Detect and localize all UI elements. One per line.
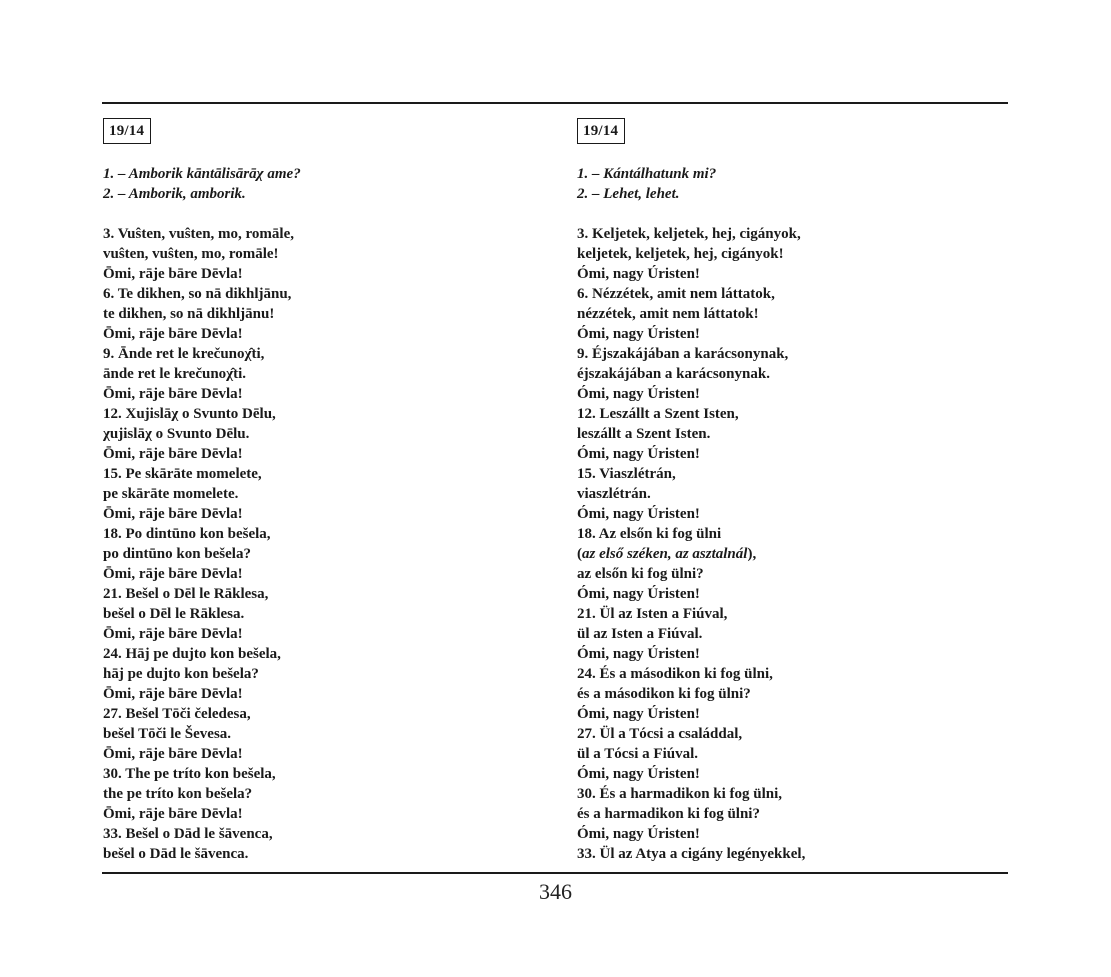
text-line: és a harmadikon ki fog ülni?	[577, 806, 760, 822]
text-line: ānde ret le krečunoχ̂ti.	[103, 366, 247, 382]
text-line: the pe tríto kon bešela?	[103, 786, 253, 802]
text-line: 21. Bešel o Dēl le Rāklesa,	[103, 586, 269, 602]
text-line: nézzétek, amit nem láttatok!	[577, 306, 759, 322]
text-line: 12. Xujislāχ o Svunto Dēlu,	[103, 406, 276, 422]
text-line: 33. Bešel o Dād le šāvenca,	[103, 826, 273, 842]
text-line: keljetek, keljetek, hej, cigányok!	[577, 246, 784, 262]
text-line: Ómi, nagy Úristen!	[577, 646, 700, 662]
text-line: Ōmi, rāje bāre Dēvla!	[103, 386, 243, 402]
text-line: 1. – Kántálhatunk mi?	[577, 166, 717, 182]
text-line: 21. Ül az Isten a Fiúval,	[577, 606, 728, 622]
verse-lines	[103, 224, 533, 864]
text-line: bešel Tōči le Ševesa.	[103, 726, 232, 742]
text-line: 15. Pe skārāte momelete,	[103, 466, 262, 482]
text-line: 30. The pe tríto kon bešela,	[103, 766, 276, 782]
text-line: 18. Az elsőn ki fog ülni	[577, 526, 722, 542]
text-line: Ómi, nagy Úristen!	[577, 446, 700, 462]
text-line: 30. És a harmadikon ki fog ülni,	[577, 786, 783, 802]
text-line: ül az Isten a Fiúval.	[577, 626, 703, 642]
text-line: 15. Viaszlétrán,	[577, 466, 676, 482]
text-line: 3. Keljetek, keljetek, hej, cigányok,	[577, 226, 801, 242]
text-line: 33. Ül az Atya a cigány legényekkel,	[577, 846, 806, 862]
text-line: Ōmi, rāje bāre Dēvla!	[103, 326, 243, 342]
text-line: Ómi, nagy Úristen!	[577, 826, 700, 842]
song-id-box: 19/14	[577, 118, 625, 144]
text-line: Ómi, nagy Úristen!	[577, 266, 700, 282]
text-line: az elsőn ki fog ülni?	[577, 566, 704, 582]
text-line: 2. – Amborik, amborik.	[103, 186, 246, 202]
bottom-rule	[102, 872, 1008, 874]
text-line: Ómi, nagy Úristen!	[577, 766, 700, 782]
page-number: 346	[539, 879, 572, 904]
text-line: χujislāχ o Svunto Dēlu.	[103, 426, 250, 442]
text-line: és a másodikon ki fog ülni?	[577, 686, 751, 702]
text-line: 6. Nézzétek, amit nem láttatok,	[577, 286, 775, 302]
text-line: Ōmi, rāje bāre Dēvla!	[103, 506, 243, 522]
right-column-hungarian	[577, 118, 1007, 864]
verse-lines	[577, 224, 1007, 864]
song-id-box: 19/14	[103, 118, 151, 144]
text-line: 9. Ānde ret le krečunoχ̂ti,	[103, 346, 265, 362]
text-line: Ōmi, rāje bāre Dēvla!	[103, 266, 243, 282]
text-line: 24. Hāj pe dujto kon bešela,	[103, 646, 281, 662]
text-line: Ómi, nagy Úristen!	[577, 706, 700, 722]
text-line: éjszakájában a karácsonynak.	[577, 366, 770, 382]
text-line: 27. Ül a Tócsi a családdal,	[577, 726, 743, 742]
text-line: 2. – Lehet, lehet.	[577, 186, 680, 202]
text-line: vuŝten, vuŝten, mo, romāle!	[103, 246, 279, 262]
text-line	[577, 544, 1007, 564]
intro-lines	[577, 164, 1007, 204]
text-line: po dintūno kon bešela?	[103, 546, 251, 562]
text-line: Ōmi, rāje bāre Dēvla!	[103, 806, 243, 822]
text-line: 3. Vuŝten, vuŝten, mo, romāle,	[103, 226, 294, 242]
text-line: 24. És a másodikon ki fog ülni,	[577, 666, 773, 682]
text-line: Ōmi, rāje bāre Dēvla!	[103, 566, 243, 582]
text-fragment: (	[577, 546, 582, 562]
text-line: 6. Te dikhen, so nā dikhljānu,	[103, 286, 292, 302]
text-line: te dikhen, so nā dikhljānu!	[103, 306, 275, 322]
left-column-romani	[103, 118, 533, 864]
text-line: Ómi, nagy Úristen!	[577, 586, 700, 602]
text-fragment: ),	[747, 546, 757, 562]
text-line: Ōmi, rāje bāre Dēvla!	[103, 686, 243, 702]
text-line: viaszlétrán.	[577, 486, 651, 502]
text-line: 12. Leszállt a Szent Isten,	[577, 406, 739, 422]
intro-lines	[103, 164, 533, 204]
top-rule	[102, 102, 1008, 104]
text-line: ül a Tócsi a Fiúval.	[577, 746, 698, 762]
text-line: Ōmi, rāje bāre Dēvla!	[103, 626, 243, 642]
text-line: Ōmi, rāje bāre Dēvla!	[103, 746, 243, 762]
text-line: pe skārāte momelete.	[103, 486, 239, 502]
text-line: 27. Bešel Tōči čeledesa,	[103, 706, 251, 722]
text-line: Ómi, nagy Úristen!	[577, 326, 700, 342]
text-line: 18. Po dintūno kon bešela,	[103, 526, 271, 542]
text-line: 1. – Amborik kāntālisārāχ ame?	[103, 166, 301, 182]
italic-gloss: az első széken, az asztalnál	[582, 546, 748, 562]
text-line: Ōmi, rāje bāre Dēvla!	[103, 446, 243, 462]
text-line: bešel o Dād le šāvenca.	[103, 846, 249, 862]
text-line: Ómi, nagy Úristen!	[577, 386, 700, 402]
text-line: Ómi, nagy Úristen!	[577, 506, 700, 522]
text-line: leszállt a Szent Isten.	[577, 426, 711, 442]
text-line: 9. Éjszakájában a karácsonynak,	[577, 346, 789, 362]
text-line: hāj pe dujto kon bešela?	[103, 666, 259, 682]
text-line: bešel o Dēl le Rāklesa.	[103, 606, 245, 622]
